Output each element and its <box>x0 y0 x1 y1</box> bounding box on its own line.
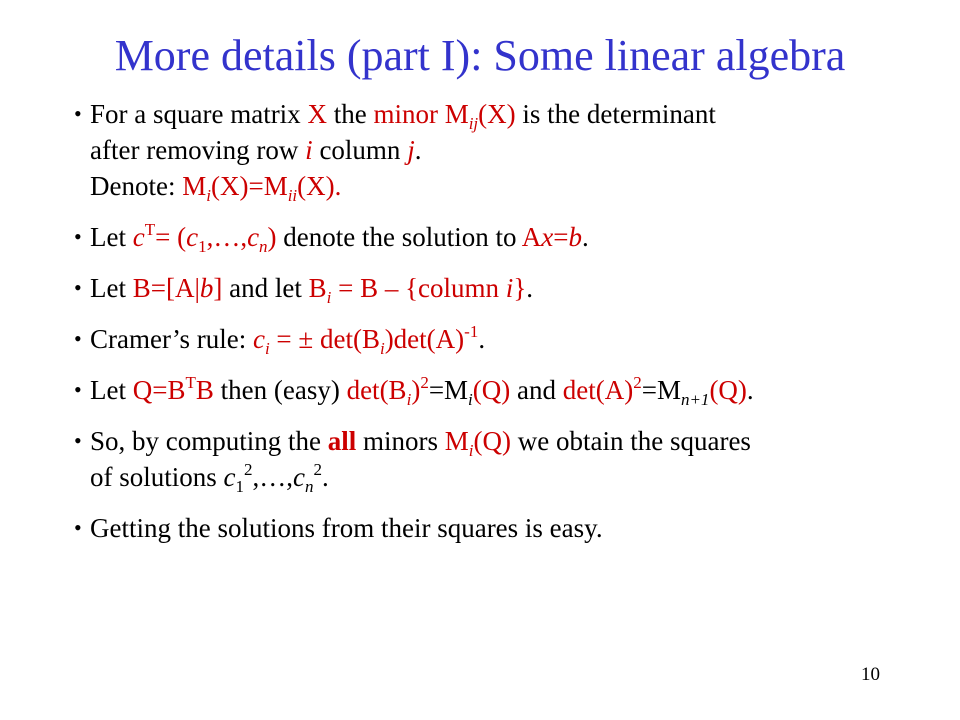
bullet-all-minors <box>74 423 934 495</box>
text-line: Let $Q=B^TB$ then (easy) $\det(B_i)^2=M_i(Q)$ and $\det(A)^2=M_{n+1}(Q)$. <box>90 373 754 409</box>
minors-formula: $M_i(Q)$ <box>444 426 512 460</box>
bullet-dot: • <box>74 515 82 540</box>
text: For a square matrix <box>90 99 308 129</box>
text: the <box>326 99 374 129</box>
text-line: Getting the solutions from their squares is easy. <box>90 513 603 543</box>
text-line: of solutions $c_1^2,\dots,c_n^2$. <box>90 460 329 496</box>
bullet-augmented-matrix <box>74 270 934 306</box>
page-number: 10 <box>861 664 880 685</box>
bullet-dot: • <box>74 101 82 126</box>
q-definition: $Q=B^TB$ <box>132 373 214 405</box>
text-line <box>90 96 934 132</box>
det-bi-formula: $\det(B_i)^2$ <box>346 373 429 409</box>
text: is the determinant <box>515 99 716 129</box>
cramer-formula: $c_i$ = ± $\det(B_i)\det(A)^{-1}$ <box>252 322 479 358</box>
reduced-matrix: $B_i = B$ – {column i} <box>308 273 527 307</box>
minor-term: minor $M_{ij}(X)$ <box>373 99 516 133</box>
squares-formula: $c_1^2,\dots,c_n^2$ <box>223 460 322 496</box>
bullet-dot: • <box>74 377 82 402</box>
text-line: Denote: $M_i(X)=M_{ii}(X)$. <box>90 171 342 205</box>
denote-formula: $M_i(X)=M_{ii}(X)$. <box>182 171 342 205</box>
text-line: Let $c^T=$ $(c_1,\dots,c_n)$ denote the solution to Ax=b. <box>90 220 589 256</box>
bullet-solution-vector <box>74 219 934 255</box>
det-a-formula: $\det(A)^2$ <box>562 373 642 405</box>
bullet-dot: • <box>74 224 82 249</box>
bullet-dot: • <box>74 275 82 300</box>
text-line: So, by computing the all minors $M_i(Q)$ we obtain the squares <box>90 426 751 460</box>
system-equation: Ax=b <box>521 222 582 252</box>
matrix-X: X <box>307 99 327 129</box>
bullet-minor-definition <box>74 96 934 204</box>
bullet-dot: • <box>74 428 82 453</box>
bullet-list <box>74 96 934 561</box>
bullet-q-matrix <box>74 372 934 408</box>
text-line: after removing row i column j. <box>90 135 422 165</box>
augmented-matrix: B=[A|b] <box>132 273 223 303</box>
slide-title: More details (part I): Some linear algebra <box>114 31 846 80</box>
bullet-conclusion <box>74 510 934 546</box>
bullet-cramers-rule <box>74 321 934 357</box>
solution-vector: $c^T=$ $(c_1,\dots,c_n)$ <box>132 220 277 256</box>
text-line: Let B=[A|b] and let $B_i = B$ – {column i}. <box>90 273 534 307</box>
all-emphasis: all <box>327 426 357 456</box>
bullet-dot: • <box>74 326 82 351</box>
text-line: Cramer’s rule: $c_i$ = ± $\det(B_i)\det(A)^{-1}$. <box>90 322 486 358</box>
